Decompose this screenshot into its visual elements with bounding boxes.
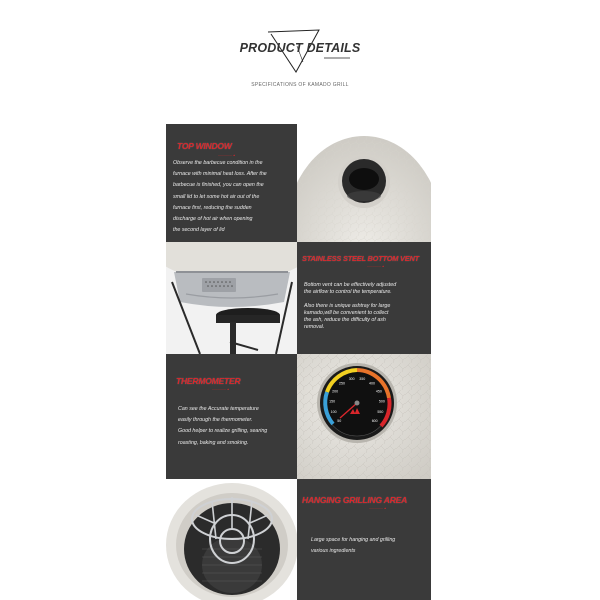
header-triangle-decoration — [0, 0, 600, 110]
thermometer-description: Can see the Accurate temperature easily through the thermometer. Good helper to realize grilling, searing roasting, baking and smoking. — [178, 406, 268, 446]
dial-label: 600 — [371, 419, 378, 423]
hanging-grilling-title: HANGING GRILLING AREA — [302, 495, 408, 505]
dial-label: 300 — [348, 376, 355, 381]
dial-label: 350 — [359, 376, 366, 381]
top-window-photo — [297, 124, 431, 242]
top-window-title: TOP WINDOW — [177, 141, 232, 151]
thermometer-photo — [297, 354, 431, 479]
thermometer-title: THERMOMETER — [176, 376, 241, 386]
page-subtitle: SPECIFICATIONS OF KAMADO GRILL — [251, 82, 349, 88]
dial-label: 550 — [377, 410, 384, 414]
page-header — [0, 0, 600, 110]
dial-label: 100 — [330, 410, 337, 414]
thermometer-panel — [166, 354, 297, 479]
bottom-vent-description-1: Bottom vent can be effectively adjusted the airflow to control the temperature. — [304, 282, 397, 295]
kamado-dome-image — [297, 124, 431, 242]
dial-label: 450 — [375, 389, 382, 394]
thermometer-image — [297, 354, 431, 479]
thermometer-tag: ————— ▲ — [212, 387, 230, 391]
top-window-panel — [166, 124, 297, 242]
bottom-vent-title: STAINLESS STEEL BOTTOM VENT — [302, 254, 419, 263]
hanging-rack-image — [166, 479, 297, 600]
dial-label: 50 — [337, 419, 342, 423]
hanging-grilling-panel — [297, 479, 431, 600]
bottom-vent-panel — [297, 242, 431, 354]
top-window-tag: ————— ▲ — [218, 153, 236, 157]
bottom-vent-image — [166, 242, 297, 354]
dial-label: 250 — [339, 381, 345, 386]
dial-label: 400 — [369, 381, 375, 386]
page-title: PRODUCT DETAILS — [239, 41, 361, 55]
hanging-grilling-photo — [166, 479, 297, 600]
bottom-vent-tag: ————— ▲ — [367, 264, 385, 268]
bottom-vent-photo — [166, 242, 297, 354]
hanging-grilling-description: Large space for hanging and grilling various ingredients — [311, 537, 396, 555]
dial-label: 150 — [329, 399, 336, 404]
top-window-description: Observe the barbecue condition in the furnace with minimal heat loss. After the barbecue is finished, you can open the small lid to let some hot air out of the furnace first, reducing the sudden discharge of hot air when opening the second layer of lid — [173, 160, 267, 234]
bottom-vent-description-2: Also there is unique ashtray for large kamado,will be convenient to collect the ash, reduce the difficulty of ash removal. — [304, 303, 391, 330]
dial-label: 500 — [378, 399, 385, 404]
dial-label: 200 — [332, 389, 339, 394]
hanging-grilling-tag: ————— ▲ — [369, 506, 387, 510]
